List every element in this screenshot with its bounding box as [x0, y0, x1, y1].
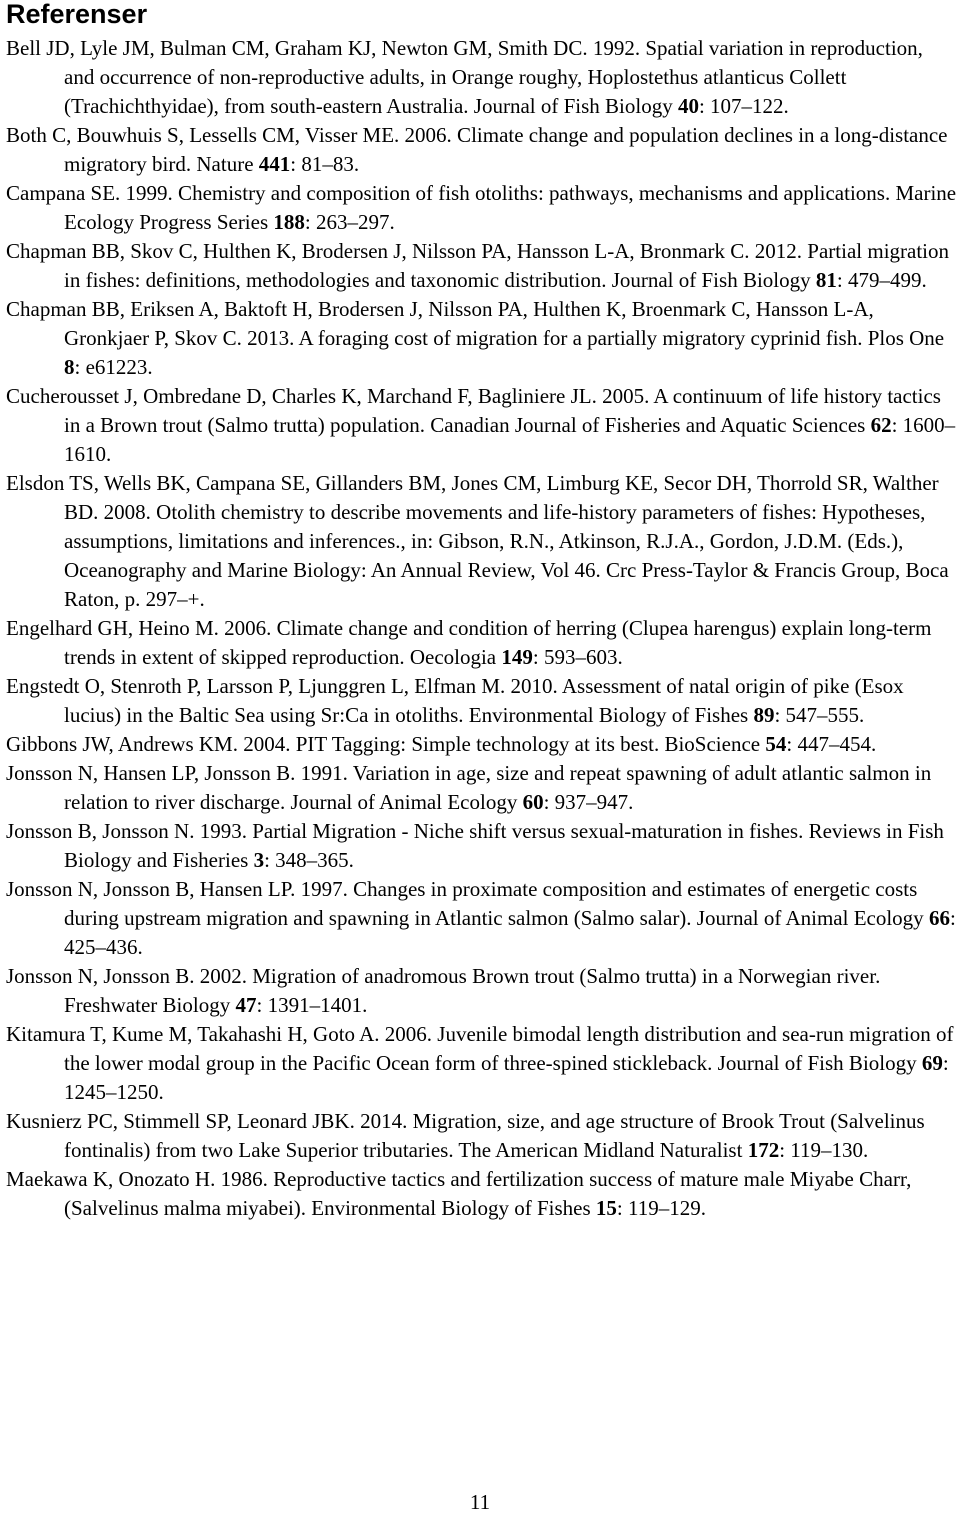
- reference-text: Jonsson N, Jonsson B, Hansen LP. 1997. Changes in proximate composition and estimates of energetic costs during upstream migration and spawning in Atlantic salmon (Salmo salar). Journal of Animal Ecology: [6, 877, 929, 930]
- reference-volume: 441: [258, 152, 291, 176]
- reference-text: Kusnierz PC, Stimmell SP, Leonard JBK. 2014. Migration, size, and age structure of Brook Trout (Salvelinus fontinalis) from two Lake Superior tributaries. The American Midland Naturalist: [6, 1109, 925, 1162]
- reference-entry: [6, 875, 958, 962]
- reference-volume: 40: [677, 94, 699, 118]
- reference-pages: : 593–603.: [532, 645, 623, 669]
- reference-volume: 47: [235, 993, 257, 1017]
- reference-entry: [6, 295, 958, 382]
- reference-pages: : 425–436.: [64, 906, 956, 959]
- reference-text: Maekawa K, Onozato H. 1986. Reproductive tactics and fertilization success of mature male Miyabe Charr, (Salvelinus malma miyabei). Environmental Biology of Fishes: [6, 1167, 912, 1220]
- reference-text: Jonsson N, Jonsson B. 2002. Migration of anadromous Brown trout (Salmo trutta) in a Norwegian river. Freshwater Biology: [6, 964, 881, 1017]
- reference-pages: : 81–83.: [290, 152, 360, 176]
- reference-entry: [6, 1020, 958, 1107]
- reference-entry: [6, 962, 958, 1020]
- reference-pages: : 479–499.: [836, 268, 927, 292]
- reference-text: Engstedt O, Stenroth P, Larsson P, Ljunggren L, Elfman M. 2010. Assessment of natal origin of pike (Esox lucius) in the Baltic Sea using Sr:Ca in otoliths. Environmental Biology of Fishes: [6, 674, 904, 727]
- reference-text: Jonsson B, Jonsson N. 1993. Partial Migration - Niche shift versus sexual-maturation in fishes. Reviews in Fish Biology and Fisheries: [6, 819, 944, 872]
- reference-entry: [6, 179, 958, 237]
- reference-volume: 69: [921, 1051, 943, 1075]
- reference-text: Bell JD, Lyle JM, Bulman CM, Graham KJ, Newton GM, Smith DC. 1992. Spatial variation in reproduction, and occurrence of non-reproductive adults, in Orange roughy, Hoplostethus atlanticus Collett (Trachichthyidae), from south-eastern Australia. Journal of Fish Biology: [6, 36, 923, 118]
- reference-pages: : 937–947.: [543, 790, 634, 814]
- reference-entry: [6, 237, 958, 295]
- reference-entry: [6, 34, 958, 121]
- reference-volume: 149: [501, 645, 533, 669]
- reference-pages: : 107–122.: [698, 94, 789, 118]
- reference-pages: : 447–454.: [786, 732, 877, 756]
- reference-entry: [6, 614, 958, 672]
- reference-volume: 188: [273, 210, 305, 234]
- reference-pages: : 1600–1610.: [64, 413, 956, 466]
- reference-text: Kitamura T, Kume M, Takahashi H, Goto A. 2006. Juvenile bimodal length distribution and sea-run migration of the lower modal group in the Pacific Ocean form of three-spined stickleback. Journal of Fish Biology: [6, 1022, 954, 1075]
- reference-pages: : 348–365.: [264, 848, 354, 872]
- reference-entry: [6, 817, 958, 875]
- reference-text: Gibbons JW, Andrews KM. 2004. PIT Tagging: Simple technology at its best. BioScience: [6, 732, 766, 756]
- reference-pages: : 119–130.: [779, 1138, 869, 1162]
- reference-entry: [6, 1165, 958, 1223]
- reference-text: Cucherousset J, Ombredane D, Charles K, Marchand F, Bagliniere JL. 2005. A continuum of life history tactics in a Brown trout (Salmo trutta) population. Canadian Journal of Fisheries and Aquatic Sciences: [6, 384, 941, 437]
- reference-text: Jonsson N, Hansen LP, Jonsson B. 1991. Variation in age, size and repeat spawning of adult atlantic salmon in relation to river discharge. Journal of Animal Ecology: [6, 761, 932, 814]
- reference-text: Elsdon TS, Wells BK, Campana SE, Gillanders BM, Jones CM, Limburg KE, Secor DH, Thorrold SR, Walther BD. 2008. Otolith chemistry to describe movements and life-history parameters of fishes: Hypotheses, assumptions, limitations and inferences., in: Gibson, R.N., Atkinson, R.J.A., Gordon, J.D.M. (Eds.), Oceanography and Marine Biology: An Annual Review, Vol 46. Crc Press-Taylor & Francis Group, Boca Raton, p. 297–+.: [6, 471, 949, 611]
- reference-volume: 62: [870, 413, 892, 437]
- reference-volume: 15: [595, 1196, 617, 1220]
- reference-volume: 66: [928, 906, 950, 930]
- reference-volume: 3: [253, 848, 265, 872]
- reference-entry: [6, 382, 958, 469]
- reference-pages: : 1391–1401.: [256, 993, 368, 1017]
- reference-pages: : e61223.: [74, 355, 153, 379]
- reference-pages: : 119–129.: [616, 1196, 706, 1220]
- reference-volume: 81: [815, 268, 837, 292]
- reference-text: Chapman BB, Skov C, Hulthen K, Brodersen J, Nilsson PA, Hansson L-A, Bronmark C. 2012. Partial migration in fishes: definitions, methodologies and taxonomic distribution. Journal of Fish Biology: [6, 239, 950, 292]
- reference-entry: [6, 469, 958, 614]
- reference-volume: 172: [747, 1138, 780, 1162]
- reference-volume: 60: [522, 790, 544, 814]
- reference-text: Both C, Bouwhuis S, Lessells CM, Visser ME. 2006. Climate change and population declines in a long-distance migratory bird. Nature: [6, 123, 948, 176]
- reference-pages: : 1245–1250.: [64, 1051, 949, 1104]
- reference-text: Engelhard GH, Heino M. 2006. Climate change and condition of herring (Clupea harengus) explain long-term trends in extent of skipped reproduction. Oecologia: [6, 616, 932, 669]
- section-heading: Referenser: [6, 0, 148, 29]
- reference-entry: [6, 1107, 958, 1165]
- reference-volume: 54: [765, 732, 787, 756]
- reference-pages: : 263–297.: [304, 210, 395, 234]
- reference-entry: [6, 672, 958, 730]
- reference-list: [6, 34, 958, 1223]
- reference-volume: 8: [64, 355, 75, 379]
- reference-entry: [6, 730, 958, 759]
- reference-text: Chapman BB, Eriksen A, Baktoft H, Brodersen J, Nilsson PA, Hulthen K, Broenmark C, Hansson L-A, Gronkjaer P, Skov C. 2013. A foraging cost of migration for a partially migratory cyprinid fish. Plos One: [6, 297, 945, 350]
- reference-entry: [6, 121, 958, 179]
- reference-pages: : 547–555.: [774, 703, 865, 727]
- reference-text: Campana SE. 1999. Chemistry and composition of fish otoliths: pathways, mechanisms and applications. Marine Ecology Progress Series: [6, 181, 957, 234]
- reference-entry: [6, 759, 958, 817]
- reference-volume: 89: [753, 703, 775, 727]
- page-number: 11: [469, 1490, 491, 1514]
